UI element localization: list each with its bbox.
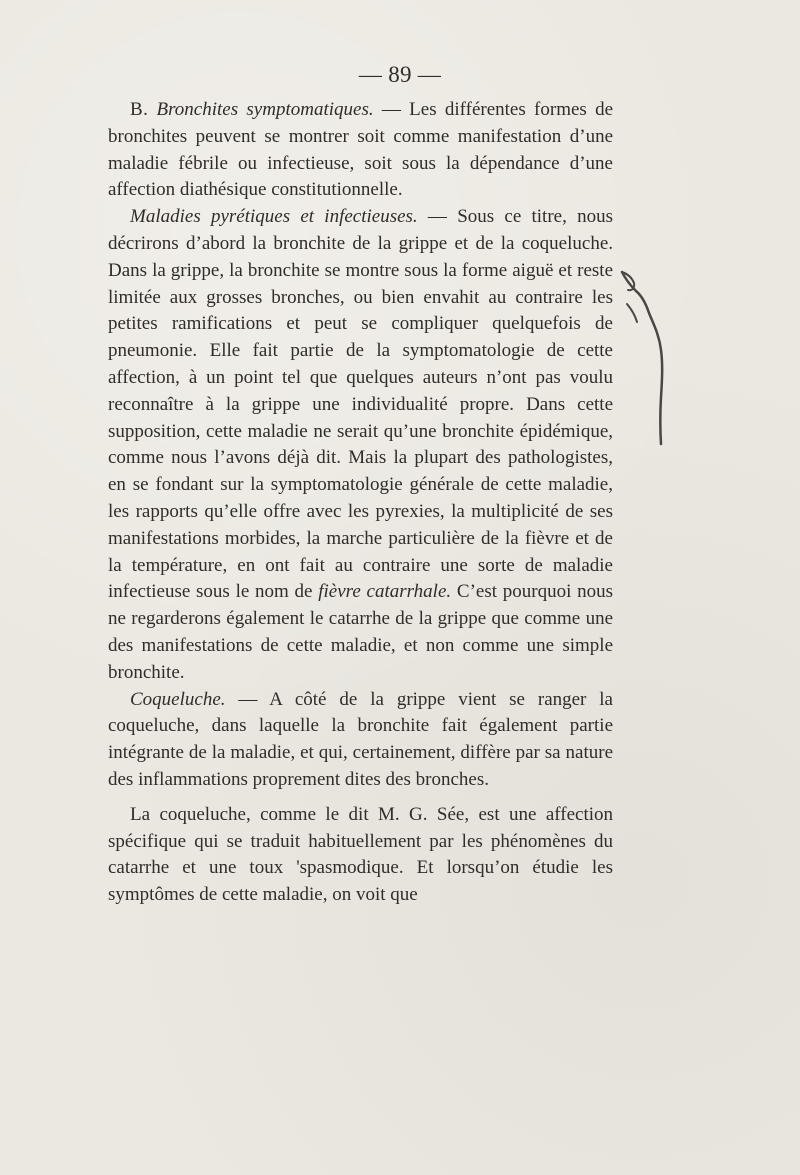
paragraph-bronchites-symptomatiques (108, 97, 613, 204)
page-number: — 89 — (358, 62, 442, 87)
section-heading-maladies: Maladies pyrétiques et infectieuses. (130, 206, 418, 228)
paragraph-coqueluche-definition (108, 802, 613, 909)
paragraph-coqueluche (108, 687, 613, 794)
paragraph-text: A côté de la grippe vient se ranger la coqueluche, dans laquelle la bronchite fait également partie intégrante de la maladie, et qui, certainement, diffère par sa nature des inflammations proprement dites des bronches. (108, 688, 613, 790)
paragraph-text: Sous ce titre, nous décrirons d’abord la bronchite de la grippe et de la coqueluche. Dans la grippe, la bronchite se montre sous la forme aiguë et reste limitée aux grosses bronches, ou bien envahit au contraire les petites ramifications et peut se compliquer quelquefois de pneumonie. Elle fait partie de la symptomatologie de cette affection, à un point tel que quelques auteurs n’ont pas voulu reconnaître à la grippe une individualité propre. Dans cette supposition, cette maladie ne serait qu’une bronchite épidémique, comme nous l’avons déjà dit. Mais la plupart des pathologistes, en se fondant sur la symptomatologie générale de cette maladie, les rapports qu’elle offre avec les pyrexies, la multiplicité de ses manifestations morbides, la marche particulière de la fièvre et de la température, en ont fait au contraire une sorte de maladie infectieuse sous le nom de (108, 206, 613, 603)
body-text (108, 97, 613, 909)
section-heading-bronchites: Bronchites symptomatiques. (156, 99, 374, 120)
section-heading-coqueluche: Coqueluche. (130, 688, 226, 710)
handwritten-bracket-icon (616, 268, 676, 448)
italic-phrase: fièvre catarrhale. (318, 581, 452, 603)
paragraph-tail: C’est pourquoi nous ne regarderons également le catarrhe de la grippe que comme une des manifestations de cette maladie, et non comme une simple bronchite. (108, 581, 613, 683)
heading-separator: — (417, 206, 458, 228)
heading-separator: — (373, 99, 410, 120)
paragraph-text: Les différentes formes de bronchites peuvent se montrer soit comme manifestation d’une maladie fébrile ou infectieuse, soit sous la dépendance d’une affection diathésique constitutionnelle. (108, 99, 614, 201)
paragraph-text: La coqueluche, comme le dit M. G. Sée, est une affection spécifique qui se traduit habituellement par les phénomènes du catarrhe et une toux 'spasmodique. Et lorsqu’on étudie les symptômes de cette maladie, on voit que (108, 803, 613, 906)
paragraph-maladies-pyretiques (108, 204, 613, 686)
section-letter: B. (130, 99, 149, 120)
heading-separator: — (225, 688, 270, 710)
